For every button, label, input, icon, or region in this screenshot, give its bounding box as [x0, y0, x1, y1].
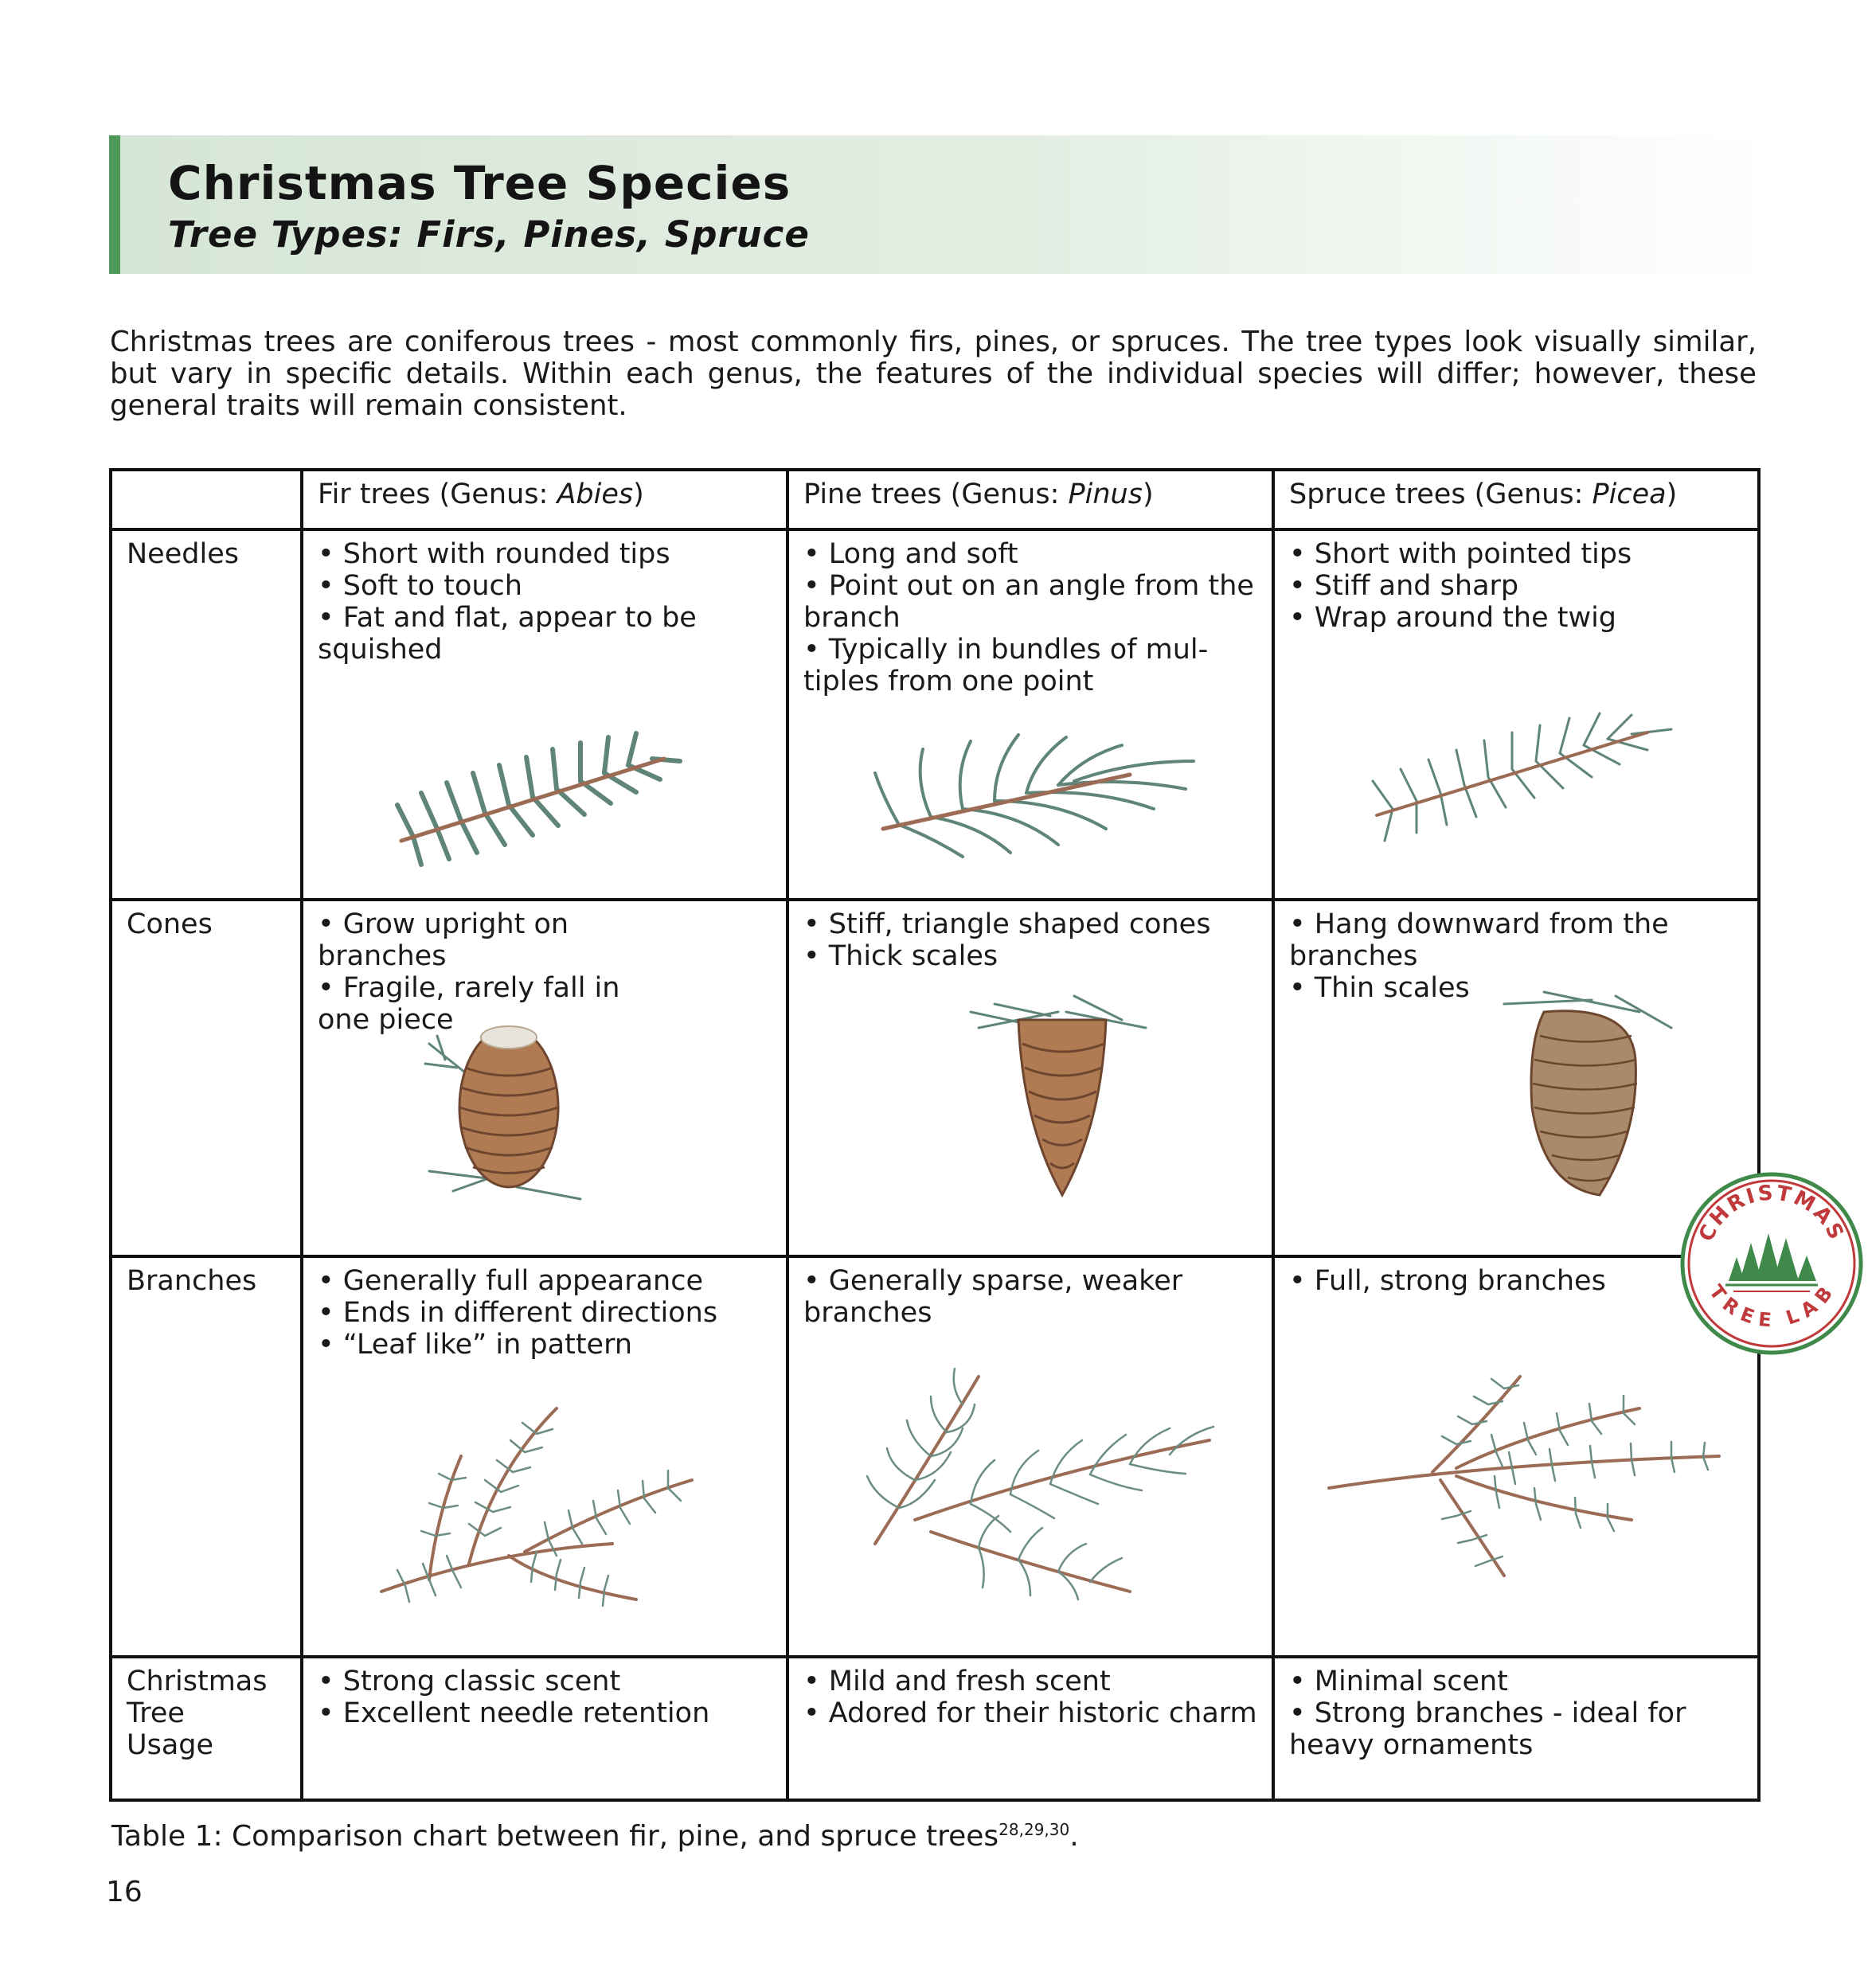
table-row [111, 529, 1759, 900]
fir-branch-illustration [373, 1392, 708, 1623]
cell-spruce-usage [1273, 1657, 1759, 1800]
page-number: 16 [106, 1876, 143, 1908]
table-row [111, 900, 1759, 1256]
row-header-cones: Cones [111, 900, 302, 1256]
table-header-row [111, 470, 1759, 529]
list-item: • Typically in bundles of mul-tiples from one point [803, 634, 1209, 697]
cell-fir-cones [302, 900, 787, 1256]
list-item: • Hang downward from the branches [1289, 908, 1669, 972]
list-item: • Generally sparse, weaker branches [803, 1265, 1183, 1329]
comparison-table [109, 468, 1761, 1802]
row-header-branches: Branches [111, 1256, 302, 1657]
list-item: • Mild and fresh scent [803, 1666, 1111, 1697]
list-item: • Fat and flat, appear to be squished [318, 602, 697, 666]
list-item: • Short with rounded tips [318, 538, 670, 570]
table-row [111, 1256, 1759, 1657]
list-item: • Point out on an angle from the branch [803, 570, 1254, 634]
cell-fir-usage [302, 1657, 787, 1800]
pine-needle-illustration [867, 725, 1202, 877]
row-header-usage: Christmas Tree Usage [111, 1657, 302, 1800]
list-item: • Adored for their historic charm [803, 1697, 1257, 1729]
list-item: • Fragile, rarely fall in one piece [318, 972, 620, 1036]
column-header-pine: Pine trees (Genus: Pinus) [787, 470, 1273, 529]
page-subtitle: Tree Types: Firs, Pines, Spruce [168, 213, 810, 256]
cell-pine-branches [787, 1256, 1273, 1657]
list-item: • Ends in different directions [318, 1297, 718, 1329]
pine-branch-illustration [851, 1361, 1225, 1615]
cell-fir-branches [302, 1256, 787, 1657]
list-item: • Stiff and sharp [1289, 570, 1519, 602]
list-item: • Strong branches - ideal for heavy ornaments [1289, 1697, 1686, 1761]
list-item: • Stiff, triangle shaped cones [803, 908, 1211, 940]
cell-pine-needles [787, 529, 1273, 900]
list-item: • Thin scales [1289, 972, 1470, 1004]
fir-cone-illustration [421, 1020, 596, 1203]
list-item: • Generally full appearance [318, 1265, 704, 1297]
cell-fir-needles [302, 529, 787, 900]
table-caption: Table 1: Comparison chart between fir, pine, and spruce trees$^{28,29,30}$. [111, 1820, 1079, 1853]
svg-text:TREE LAB: TREE LAB [1704, 1280, 1839, 1332]
list-item: • Grow upright on branches [318, 908, 569, 972]
list-item: • Excellent needle retention [318, 1697, 710, 1729]
list-item: • Minimal scent [1289, 1666, 1508, 1697]
title-banner [109, 135, 1773, 274]
list-item: • Full, strong branches [1289, 1265, 1606, 1297]
spruce-cone-illustration [1496, 988, 1687, 1203]
row-header-needles: Needles [111, 529, 302, 900]
column-header-spruce: Spruce trees (Genus: Picea) [1273, 470, 1759, 529]
page-title: Christmas Tree Species [168, 156, 791, 210]
fir-needle-illustration [389, 725, 692, 877]
list-item: • Wrap around the twig [1289, 602, 1617, 634]
pine-cone-illustration [963, 988, 1162, 1203]
christmas-tree-lab-logo [1678, 1170, 1866, 1357]
spruce-branch-illustration [1321, 1361, 1735, 1592]
intro-paragraph: Christmas trees are coniferous trees - most commonly firs, pines, or spruces. The tree types look visually similar, but vary in specific details. Within each genus, the features of the individual species will differ; however, these general traits will remain consistent. [110, 326, 1757, 422]
list-item: • Short with pointed tips [1289, 538, 1632, 570]
cell-spruce-needles [1273, 529, 1759, 900]
cell-pine-usage [787, 1657, 1273, 1800]
list-item: • Soft to touch [318, 570, 522, 602]
list-item: • Long and soft [803, 538, 1018, 570]
spruce-needle-illustration [1369, 705, 1687, 857]
corner-cell [111, 470, 302, 529]
list-item: • Thick scales [803, 940, 998, 972]
list-item: • Strong classic scent [318, 1666, 621, 1697]
cell-pine-cones [787, 900, 1273, 1256]
svg-text:CHRISTMAS: CHRISTMAS [1694, 1181, 1850, 1246]
list-item: • “Leaf like” in pattern [318, 1329, 633, 1361]
table-row [111, 1657, 1759, 1800]
column-header-fir: Fir trees (Genus: Abies) [302, 470, 787, 529]
